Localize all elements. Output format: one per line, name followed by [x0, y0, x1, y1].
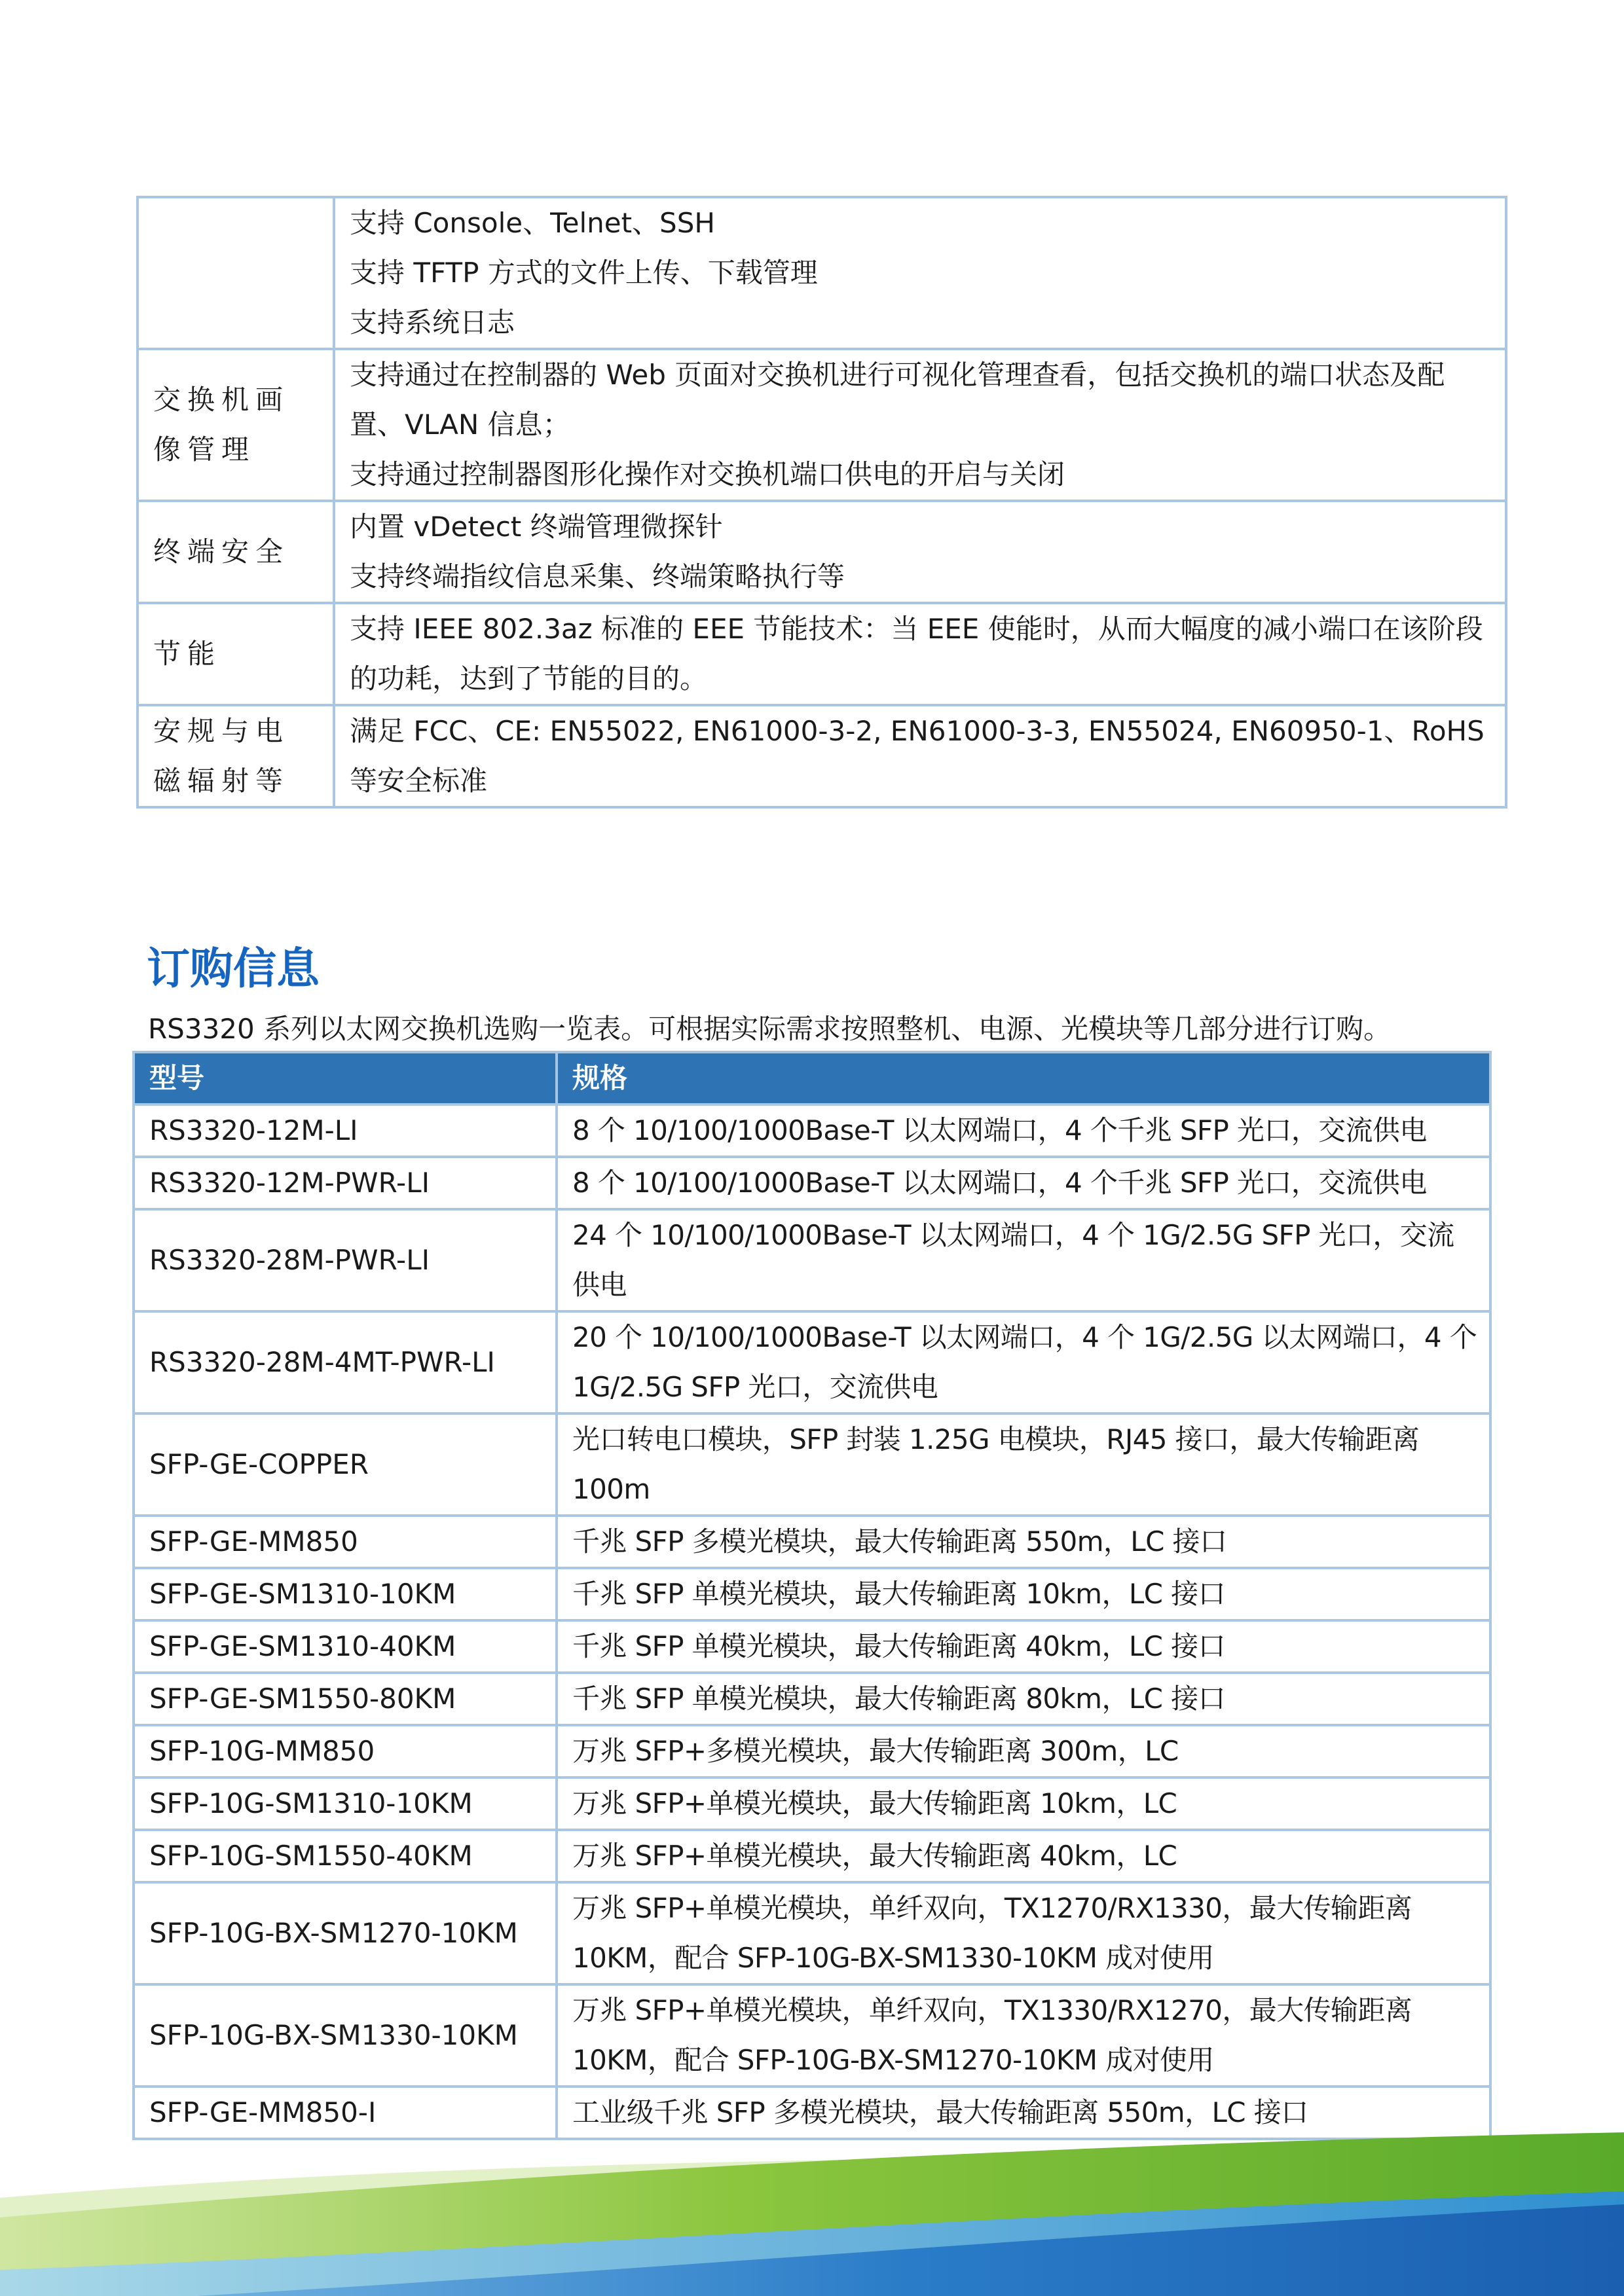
- feature-spec-body: [138, 197, 1506, 807]
- spec-cell: 8 个 10/100/1000Base-T 以太网端口，4 个千兆 SFP 光口，交流供电: [557, 1157, 1490, 1209]
- spec-row-content: [334, 705, 1506, 807]
- spec-line: 支持通过控制器图形化操作对交换机端口供电的开启与关闭: [350, 458, 1065, 490]
- spec-row-label: 交换机画像管理: [138, 349, 334, 501]
- model-cell: RS3320-12M-PWR-LI: [134, 1157, 557, 1209]
- spec-cell: 24 个 10/100/1000Base-T 以太网端口，4 个 1G/2.5G SFP 光口，交流供电: [557, 1209, 1490, 1311]
- spec-cell: 8 个 10/100/1000Base-T 以太网端口，4 个千兆 SFP 光口，交流供电: [557, 1104, 1490, 1157]
- order-table-row: [134, 1725, 1490, 1777]
- spec-line: 支持 Console、Telnet、SSH: [350, 207, 715, 239]
- model-cell: SFP-GE-COPPER: [134, 1413, 557, 1516]
- spec-line: 内置 vDetect 终端管理微探针: [350, 511, 723, 543]
- order-table: [132, 1051, 1492, 2140]
- spec-line: 支持终端指纹信息采集、终端策略执行等: [350, 560, 845, 592]
- spec-row-label: 终端安全: [138, 501, 334, 603]
- order-table-row: [134, 1413, 1490, 1516]
- spec-row: [138, 501, 1506, 603]
- spec-cell: 万兆 SFP+多模光模块，最大传输距离 300m，LC: [557, 1725, 1490, 1777]
- spec-row-label: [138, 197, 334, 349]
- spec-line: 支持 IEEE 802.3az 标准的 EEE 节能技术：当 EEE 使能时，从而大幅度的减小端口在该阶段的功耗，达到了节能的目的。: [350, 613, 1483, 695]
- spec-cell: 光口转电口模块，SFP 封装 1.25G 电模块，RJ45 接口，最大传输距离 100m: [557, 1413, 1490, 1516]
- model-cell: SFP-GE-SM1550-80KM: [134, 1673, 557, 1725]
- spec-cell: 20 个 10/100/1000Base-T 以太网端口，4 个 1G/2.5G 以太网端口，4 个 1G/2.5G SFP 光口，交流供电: [557, 1311, 1490, 1413]
- order-table-row: [134, 1673, 1490, 1725]
- spec-cell: 千兆 SFP 单模光模块，最大传输距离 80km，LC 接口: [557, 1673, 1490, 1725]
- spec-row: [138, 349, 1506, 501]
- order-table-row: [134, 1209, 1490, 1311]
- spec-cell: 千兆 SFP 多模光模块，最大传输距离 550m，LC 接口: [557, 1516, 1490, 1568]
- spec-line: 支持系统日志: [350, 306, 515, 338]
- spec-line: 支持 TFTP 方式的文件上传、下载管理: [350, 257, 818, 289]
- order-intro-text: RS3320 系列以太网交换机选购一览表。可根据实际需求按照整机、电源、光模块等几部分进行订购。: [148, 1013, 1392, 1045]
- order-table-row: [134, 1777, 1490, 1830]
- model-cell: RS3320-12M-LI: [134, 1104, 557, 1157]
- spec-row-content: [334, 501, 1506, 603]
- spec-row-content: [334, 349, 1506, 501]
- model-cell: SFP-GE-SM1310-40KM: [134, 1620, 557, 1673]
- order-table-row: [134, 1620, 1490, 1673]
- spec-row: [138, 197, 1506, 349]
- spec-cell: 千兆 SFP 单模光模块，最大传输距离 10km，LC 接口: [557, 1568, 1490, 1620]
- order-table-row: [134, 1516, 1490, 1568]
- order-table-body: [134, 1104, 1490, 2139]
- model-cell: SFP-10G-SM1550-40KM: [134, 1830, 557, 1882]
- spec-row: [138, 705, 1506, 807]
- spec-cell: 万兆 SFP+单模光模块，最大传输距离 40km，LC: [557, 1830, 1490, 1882]
- model-cell: SFP-10G-BX-SM1270-10KM: [134, 1882, 557, 1984]
- spec-cell: 万兆 SFP+单模光模块，单纤双向，TX1330/RX1270，最大传输距离 10KM，配合 SFP-10G-BX-SM1270-10KM 成对使用: [557, 1984, 1490, 2086]
- model-cell: SFP-10G-MM850: [134, 1725, 557, 1777]
- model-cell: SFP-GE-MM850-I: [134, 2086, 557, 2139]
- decorative-wave-footer: [0, 2119, 1624, 2296]
- spec-cell: 千兆 SFP 单模光模块，最大传输距离 40km，LC 接口: [557, 1620, 1490, 1673]
- spec-cell: 万兆 SFP+单模光模块，最大传输距离 10km，LC: [557, 1777, 1490, 1830]
- spec-cell: 万兆 SFP+单模光模块，单纤双向，TX1270/RX1330，最大传输距离 10KM，配合 SFP-10G-BX-SM1330-10KM 成对使用: [557, 1882, 1490, 1984]
- model-cell: RS3320-28M-PWR-LI: [134, 1209, 557, 1311]
- spec-row-label: 安规与电磁辐射等: [138, 705, 334, 807]
- column-header-model: 型号: [134, 1052, 557, 1104]
- order-section-title: 订购信息: [147, 943, 320, 994]
- order-table-row: [134, 1568, 1490, 1620]
- spec-row: [138, 603, 1506, 705]
- order-table-row: [134, 1104, 1490, 1157]
- spec-row-content: [334, 197, 1506, 349]
- order-table-row: [134, 1157, 1490, 1209]
- order-table-row: [134, 1882, 1490, 1984]
- order-table-row: [134, 1830, 1490, 1882]
- model-cell: SFP-GE-MM850: [134, 1516, 557, 1568]
- spec-row-label: 节能: [138, 603, 334, 705]
- column-header-spec: 规格: [557, 1052, 1490, 1104]
- spec-line: 满足 FCC、CE: EN55022, EN61000-3-2, EN61000-3-3, EN55024, EN60950-1、RoHS 等安全标准: [350, 715, 1485, 797]
- spec-row-content: [334, 603, 1506, 705]
- order-table-row: [134, 1311, 1490, 1413]
- model-cell: SFP-10G-BX-SM1330-10KM: [134, 1984, 557, 2086]
- model-cell: SFP-GE-SM1310-10KM: [134, 1568, 557, 1620]
- spec-cell: 工业级千兆 SFP 多模光模块，最大传输距离 550m，LC 接口: [557, 2086, 1490, 2139]
- feature-spec-table: [136, 196, 1507, 809]
- model-cell: SFP-10G-SM1310-10KM: [134, 1777, 557, 1830]
- spec-line: 支持通过在控制器的 Web 页面对交换机进行可视化管理查看，包括交换机的端口状态及配置、VLAN 信息；: [350, 359, 1445, 441]
- model-cell: RS3320-28M-4MT-PWR-LI: [134, 1311, 557, 1413]
- order-table-row: [134, 1984, 1490, 2086]
- order-table-header-row: [134, 1052, 1490, 1104]
